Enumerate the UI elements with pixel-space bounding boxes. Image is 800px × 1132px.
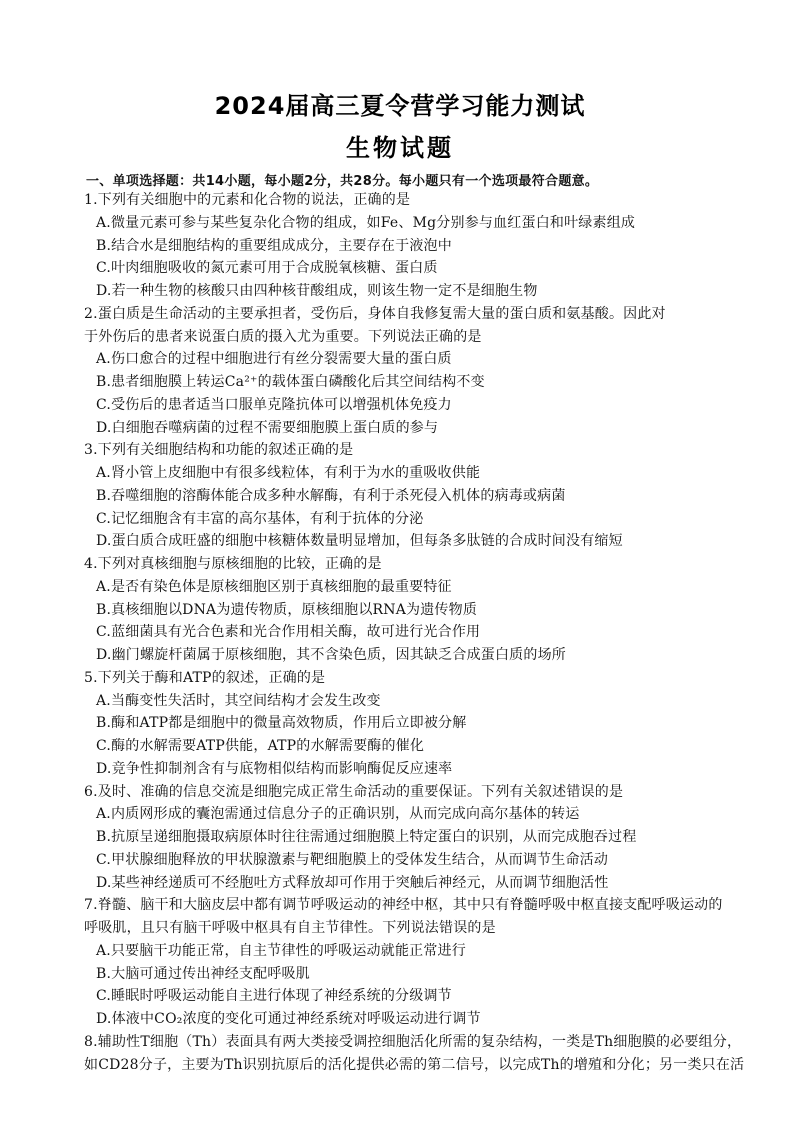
answer-option: D.体液中CO₂浓度的变化可通过神经系统对呼吸运动进行调节 xyxy=(96,1011,481,1027)
answer-option: A.肾小管上皮细胞中有很多线粒体，有利于为水的重吸收供能 xyxy=(96,465,481,481)
answer-option: A.当酶变性失活时，其空间结构才会发生改变 xyxy=(96,692,381,709)
question-text: 如CD28分子，主要为Th识别抗原后的活化提供必需的第二信号，以完成Th的增殖和分化；另一类只在活 xyxy=(84,1056,745,1073)
answer-option: B.酶和ATP都是细胞中的微量高效物质，作用后立即被分解 xyxy=(96,715,467,732)
answer-option: B.真核细胞以DNA为遗传物质，原核细胞以RNA为遗传物质 xyxy=(96,601,478,618)
answer-option: B.大脑可通过传出神经支配呼吸肌 xyxy=(96,965,310,982)
question-text: 5.下列关于酶和ATP的叙述，正确的是 xyxy=(84,669,326,686)
question-text: 2.蛋白质是生命活动的主要承担者，受伤后，身体自我修复需大量的蛋白质和氨基酸。因此对 xyxy=(84,305,666,322)
answer-option: A.是否有染色体是原核细胞区别于真核细胞的最重要特征 xyxy=(96,578,452,595)
answer-option: B.吞噬细胞的溶酶体能合成多种水解酶，有利于杀死侵入机体的病毒或病菌 xyxy=(96,487,566,504)
answer-option: C.叶肉细胞吸收的氮元素可用于合成脱氧核糖、蛋白质 xyxy=(96,260,438,277)
answer-option: C.甲状腺细胞释放的甲状腺激素与靶细胞膜上的受体发生结合，从而调节生命活动 xyxy=(96,851,609,868)
question-text: 于外伤后的患者来说蛋白质的摄入尤为重要。下列说法正确的是 xyxy=(84,328,482,345)
answer-option: D.某些神经递质可不经胞吐方式释放却可作用于突触后神经元，从而调节细胞活性 xyxy=(96,874,609,891)
answer-option: A.伤口愈合的过程中细胞进行有丝分裂需要大量的蛋白质 xyxy=(96,351,452,368)
answer-option: B.结合水是细胞结构的重要组成成分，主要存在于液泡中 xyxy=(96,237,452,254)
answer-option: D.白细胞吞噬病菌的过程不需要细胞膜上蛋白质的参与 xyxy=(96,419,439,436)
question-text: 呼吸肌，且只有脑干呼吸中枢具有自主节律性。下列说法错误的是 xyxy=(84,920,496,936)
answer-option: D.若一种生物的核酸只由四种核苷酸组成，则该生物一定不是细胞生物 xyxy=(96,283,538,299)
answer-option: B.抗原呈递细胞摄取病原体时往往需通过细胞膜上特定蛋白的识别，从而完成胞吞过程 xyxy=(96,829,637,845)
answer-option: A.只要脑干功能正常，自主节律性的呼吸运动就能正常进行 xyxy=(96,942,466,959)
question-text: 1.下列有关细胞中的元素和化合物的说法，正确的是 xyxy=(84,192,411,208)
exam-subtitle: 生物试题 xyxy=(346,134,454,162)
answer-option: C.酶的水解需要ATP供能，ATP的水解需要酶的催化 xyxy=(96,738,425,754)
question-text: 8.辅助性T细胞（Th）表面具有两大类接受调控细胞活化所需的复杂结构，一类是Th细胞膜的必要组分， xyxy=(84,1033,742,1050)
answer-option: A.内质网形成的囊泡需通过信息分子的正确识别，从而完成向高尔基体的转运 xyxy=(96,806,580,823)
answer-option: D.竞争性抑制剂含有与底物相似结构而影响酶促反应速率 xyxy=(96,760,453,777)
answer-option: C.受伤后的患者适当口服单克隆抗体可以增强机体免疫力 xyxy=(96,396,452,413)
answer-option: B.患者细胞膜上转运Ca²⁺的载体蛋白磷酸化后其空间结构不变 xyxy=(96,374,485,390)
question-text: 7.脊髓、脑干和大脑皮层中都有调节呼吸运动的神经中枢，其中只有脊髓呼吸中枢直接支配呼吸运动的 xyxy=(84,897,723,914)
answer-option: C.记忆细胞含有丰富的高尔基体，有利于抗体的分泌 xyxy=(96,510,424,527)
answer-option: D.幽门螺旋杆菌属于原核细胞，其不含染色质，因其缺乏合成蛋白质的场所 xyxy=(96,647,566,663)
answer-option: D.蛋白质合成旺盛的细胞中核糖体数量明显增加，但每条多肽链的合成时间没有缩短 xyxy=(96,533,623,550)
question-text: 3.下列有关细胞结构和功能的叙述正确的是 xyxy=(84,442,354,459)
answer-option: C.睡眠时呼吸运动能自主进行体现了神经系统的分级调节 xyxy=(96,988,452,1005)
question-text: 4.下列对真核细胞与原核细胞的比较，正确的是 xyxy=(84,556,382,572)
section-heading: 一、单项选择题：共14小题，每小题2分，共28分。每小题只有一个选项最符合题意。 xyxy=(86,174,599,189)
answer-option: C.蓝细菌具有光合色素和光合作用相关酶，故可进行光合作用 xyxy=(96,624,481,641)
exam-title: 2024届高三夏令营学习能力测试 xyxy=(214,92,586,120)
answer-option: A.微量元素可参与某些复杂化合物的组成，如Fe、Mg分别参与血红蛋白和叶绿素组成 xyxy=(96,214,636,231)
question-text: 6.及时、准确的信息交流是细胞完成正常生命活动的重要保证。下列有关叙述错误的是 xyxy=(84,783,624,800)
